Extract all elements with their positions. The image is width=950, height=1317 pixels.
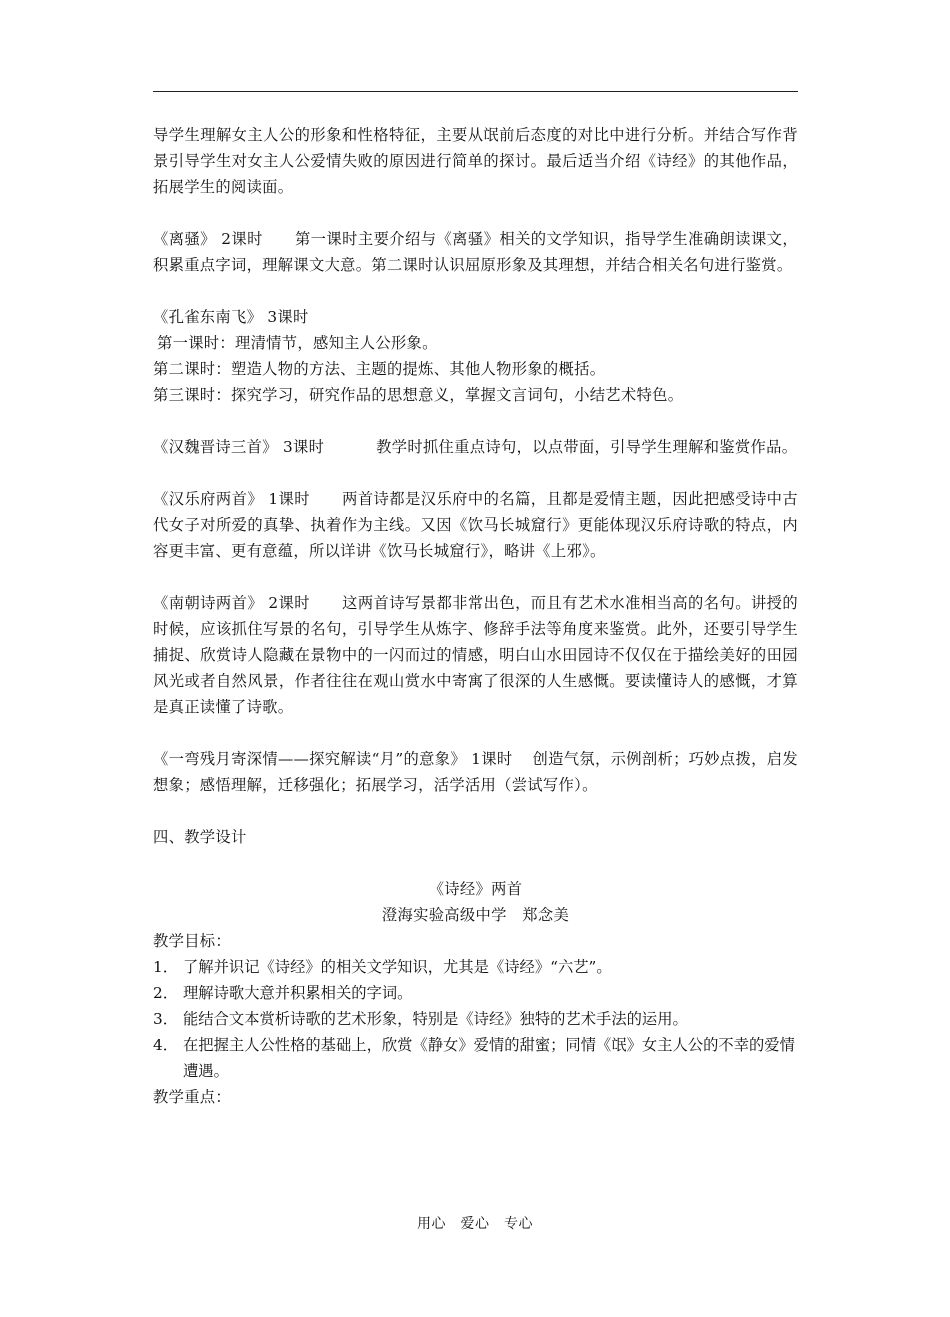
goal-text: 理解诗歌大意并积累相关的字词。	[183, 984, 413, 1002]
design-title: 《诗经》两首	[428, 880, 523, 898]
hanwei-paragraph	[153, 434, 798, 460]
hanwei-title: 《汉魏晋诗三首》 3课时	[153, 438, 325, 456]
hanyuefu-paragraph	[153, 486, 798, 564]
page-footer: 用心 爱心 专心	[417, 1216, 533, 1232]
nanchao-text: 这两首诗写景都非常出色，而且有艺术水准相当高的名句。讲授的时候，应该抓住写景的名句，引导学生从炼字、修辞手法等角度来鉴赏。此外，还要引导学生捕捉、欣赏诗人隐藏在景物中的一闪而过的情感，明白山水田园诗不仅仅在于描绘美好的田园风光或者自然风景，作者往往在观山赏水中寄寓了很深的人生感慨。要读懂诗人的感慨，才算是真正读懂了诗歌。	[153, 594, 798, 716]
hanyuefu-title: 《汉乐府两首》 1课时	[153, 490, 310, 508]
header-rule	[153, 91, 798, 92]
goal-number: 2．	[153, 984, 179, 1002]
nanchao-title: 《南朝诗两首》 2课时	[153, 594, 310, 612]
goal-text: 能结合文本赏析诗歌的艺术形象，特别是《诗经》独特的艺术手法的运用。	[183, 1010, 688, 1028]
goal-item	[153, 1006, 798, 1032]
kongque-lesson-1: 第一课时：理清情节，感知主人公形象。	[157, 334, 438, 352]
goals-label: 教学目标：	[153, 932, 231, 950]
goal-text: 在把握主人公性格的基础上，欣赏《静女》爱情的甜蜜；同情《氓》女主人公的不幸的爱情遭遇。	[183, 1036, 795, 1080]
lisao-paragraph	[153, 226, 798, 278]
goal-number: 4．	[153, 1036, 179, 1054]
yue-text: 创造气氛，示例剖析；巧妙点拨，启发想象；感悟理解，迁移强化；拓展学习，活学活用（尝试写作）。	[153, 750, 798, 794]
yue-paragraph	[153, 746, 798, 798]
lisao-title: 《离骚》 2课时	[153, 230, 263, 248]
section-four-heading: 四、教学设计	[153, 828, 247, 846]
nanchao-paragraph	[153, 590, 798, 720]
goal-item	[153, 980, 798, 1006]
lisao-text: 第一课时主要介绍与《离骚》相关的文学知识，指导学生准确朗读课文，积累重点字词，理解课文大意。第二课时认识屈原形象及其理想，并结合相关名句进行鉴赏。	[153, 230, 799, 274]
key-points-label: 教学重点：	[153, 1088, 231, 1106]
hanyuefu-text: 两首诗都是汉乐府中的名篇，且都是爱情主题，因此把感受诗中古代女子对所爱的真挚、执着作为主线。又因《饮马长城窟行》更能体现汉乐府诗歌的特点，内容更丰富、更有意蕴，所以详讲《饮马长城窟行》，略讲《上邪》。	[153, 490, 798, 560]
intro-paragraph: 导学生理解女主人公的形象和性格特征，主要从氓前后态度的对比中进行分析。并结合写作背景引导学生对女主人公爱情失败的原因进行简单的探讨。最后适当介绍《诗经》的其他作品，拓展学生的阅读面。	[153, 126, 798, 196]
goal-item	[153, 954, 798, 980]
hanwei-text: 教学时抓住重点诗句，以点带面，引导学生理解和鉴赏作品。	[376, 438, 798, 456]
kongque-title: 《孔雀东南飞》 3课时	[153, 308, 309, 326]
document-body	[153, 122, 798, 1110]
kongque-lesson-2: 第二课时：塑造人物的方法、主题的提炼、其他人物形象的概括。	[153, 360, 606, 378]
kongque-lesson-3: 第三课时：探究学习，研究作品的思想意义，掌握文言词句，小结艺术特色。	[153, 386, 684, 404]
yue-title: 《一弯残月寄深情——探究解读“月”的意象》 1课时	[153, 750, 513, 768]
goal-number: 3．	[153, 1010, 179, 1028]
goal-text: 了解并识记《诗经》的相关文学知识，尤其是《诗经》“六艺”。	[183, 958, 612, 976]
design-author: 澄海实验高级中学 郑念美	[381, 906, 570, 924]
goal-number: 1．	[153, 958, 179, 976]
goal-item	[153, 1032, 798, 1084]
